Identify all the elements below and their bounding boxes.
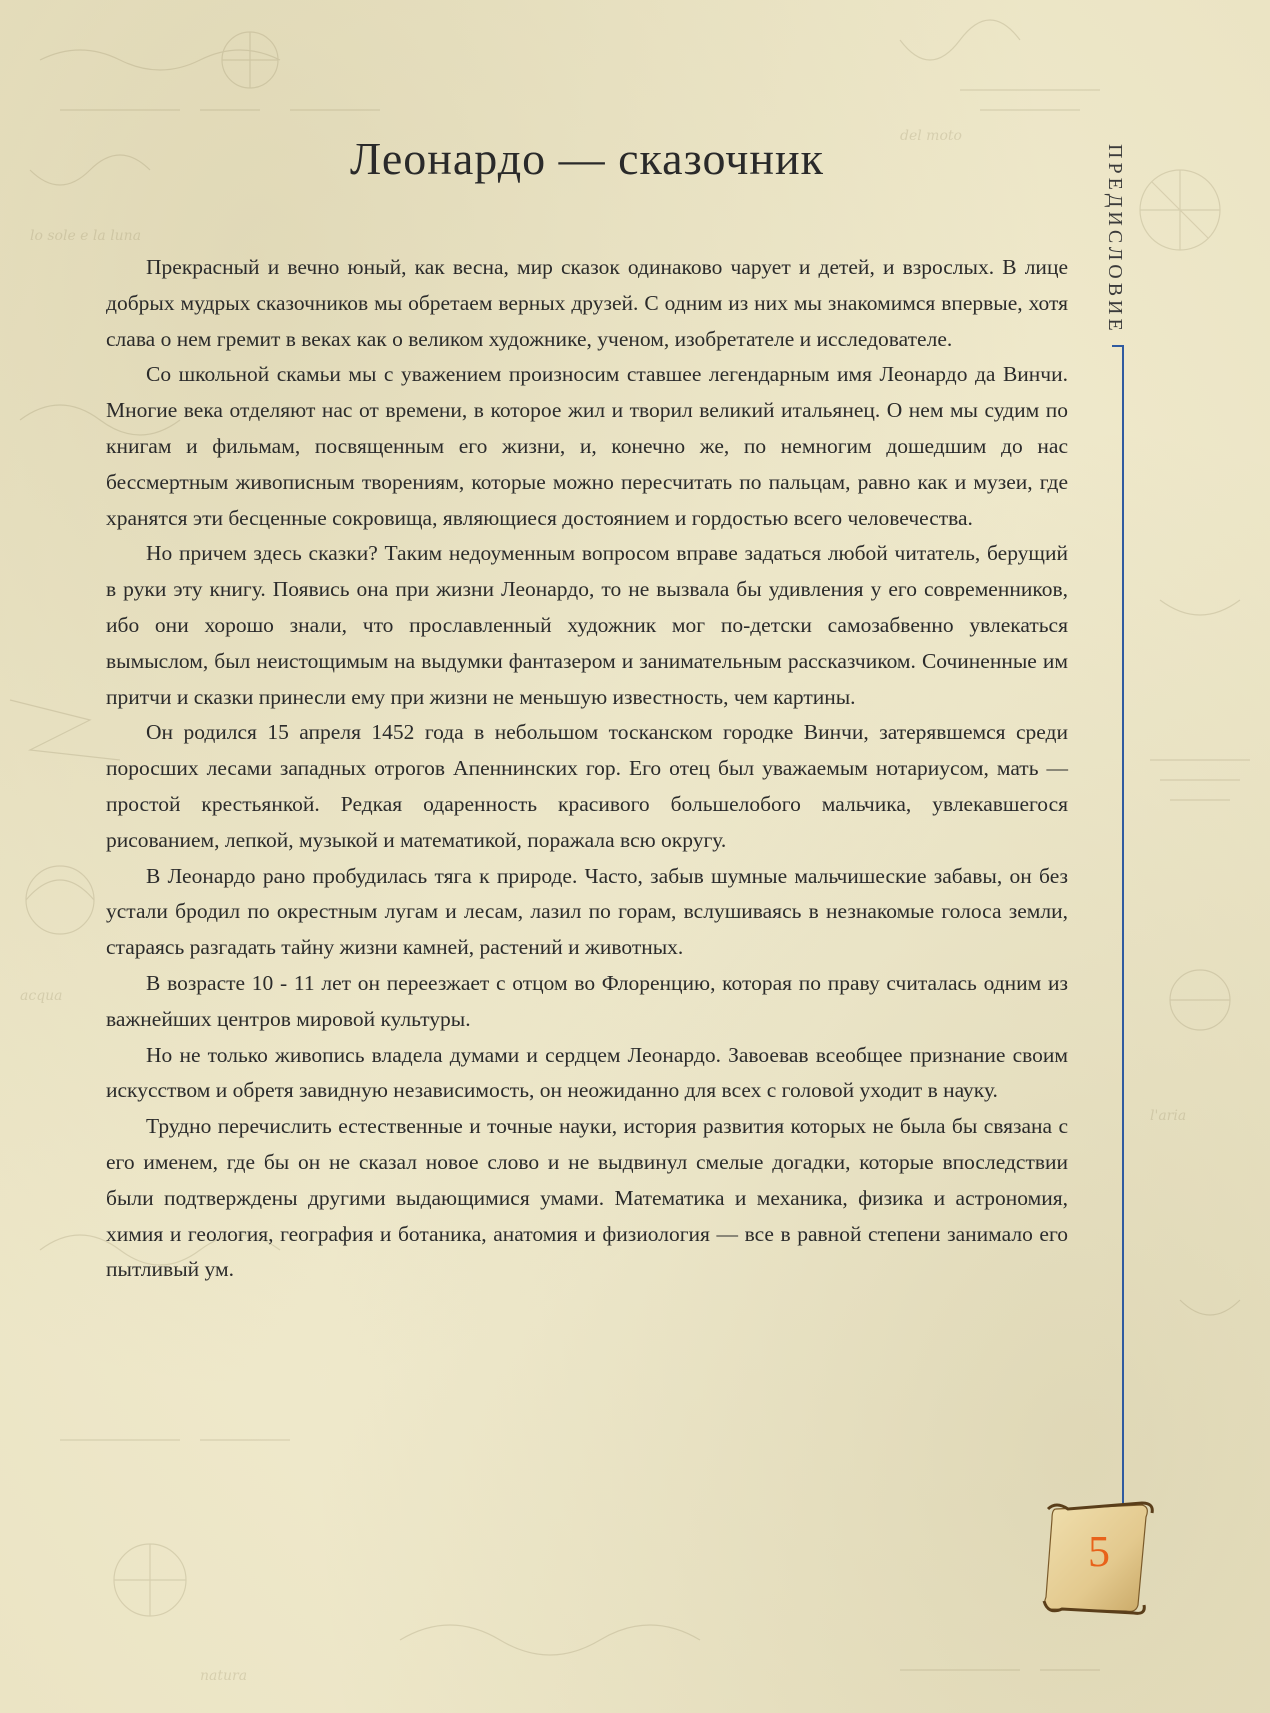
page-title: Леонардо — сказочник <box>349 133 825 184</box>
svg-text:natura: natura <box>200 1668 248 1684</box>
section-side-title: ПРЕДИСЛОВИЕ <box>1104 144 1126 335</box>
paragraph: В возрасте 10 - 11 лет он переезжает с отцом во Флоренцию, которая по праву считалась одним из важнейших центров мировой культуры. <box>106 970 1068 1031</box>
paragraph: Со школьной скамьи мы с уважением произносим ставшее легендарным имя Леонардо да Винчи. Многие века отделяют нас от времени, в которое жил и творил великий итальянец. О нем мы судим по книгам и фильмам, посвященным его жизни, и, конечно же, по немногим дошедшим до нас бессмертным живописным творениям, которые можно пересчитать по пальцам, равно как и музеи, где хранятся эти бесценные сокровища, являющиеся достоянием и гордостью всего человечества. <box>106 362 1068 530</box>
svg-text:acqua: acqua <box>20 988 63 1004</box>
paragraph: Но не только живопись владела думами и сердцем Леонардо. Завоевав всеобщее признание своим искусством и обретя завидную независимость, он неожиданно для всех с головой уходит в науку. <box>106 1042 1068 1103</box>
paragraph: Трудно перечислить естественные и точные науки, история развития которых не была бы связана с его именем, где бы он не сказал новое слово и не выдвинул смелые догадки, которые впоследствии были подтверждены другими выдающимися умами. Математика и механика, физика и астрономия, химия и геология, география и ботаника, анатомия и физиология — все в равной степени занимало его пытливый ум. <box>106 1114 1068 1282</box>
svg-text:lo sole e la luna: lo sole e la luna <box>30 228 142 244</box>
svg-text:l'aria: l'aria <box>1150 1108 1187 1124</box>
svg-text:del moto: del moto <box>900 128 962 144</box>
body-text <box>106 250 1068 1288</box>
paragraph: Прекрасный и вечно юный, как весна, мир сказок одинаково чарует и детей, и взрослых. В лице добрых мудрых сказочников мы обретаем верных друзей. С одним из них мы знакомимся впервые, хотя слава о нем гремит в веках как о великом художнике, ученом, изобретателе и исследователе. <box>106 255 1068 351</box>
side-rule <box>1122 345 1124 1515</box>
page-number: 5 <box>1088 1527 1110 1576</box>
paragraph: В Леонардо рано пробудилась тяга к природе. Часто, забыв шумные мальчишеские забавы, он без устали бродил по окрестным лугам и лесам, лазил по горам, вслушиваясь в незнакомые голоса земли, стараясь разгадать тайну жизни камней, растений и животных. <box>106 863 1068 960</box>
paragraph: Он родился 15 апреля 1452 года в небольшом тосканском городке Винчи, затерявшемся среди поросших лесами западных отрогов Апеннинских гор. Его отец был уважаемым нотариусом, мать — простой крестьянкой. Редкая одаренность красивого большелобого мальчика, увлекавшегося рисованием, лепкой, музыкой и математикой, поражала всю округу. <box>106 720 1068 852</box>
paragraph: Но причем здесь сказки? Таким недоуменным вопросом вправе задаться любой читатель, берущий в руки эту книгу. Появись она при жизни Леонардо, то не вызвала бы удивления у его современников, ибо они хорошо знали, что прославленный художник мог по-детски самозабвенно увлекаться вымыслом, был неистощимым на выдумки фантазером и занимательным рассказчиком. Сочиненные им притчи и сказки принесли ему при жизни не меньшую известность, чем картины. <box>106 541 1068 709</box>
